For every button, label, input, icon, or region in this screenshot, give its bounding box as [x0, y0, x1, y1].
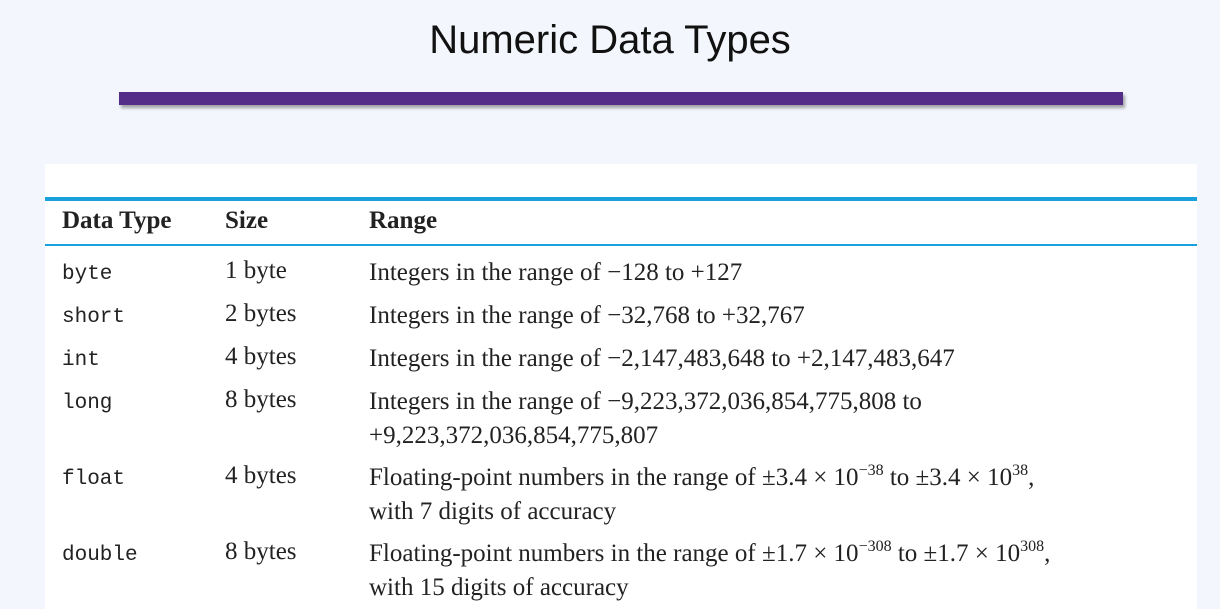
table-top-rule	[45, 197, 1197, 201]
range-line: +9,223,372,036,854,775,807	[369, 422, 659, 449]
size-cell: 1 byte	[225, 257, 287, 284]
slide-title: Numeric Data Types	[429, 18, 791, 62]
type-cell: float	[62, 468, 126, 491]
type-cell: short	[62, 306, 126, 329]
numeric-types-table	[45, 164, 1197, 609]
range-line: Integers in the range of −9,223,372,036,854,775,808 to	[369, 388, 922, 415]
range-line: with 7 digits of accuracy	[369, 498, 617, 525]
range-text: ,	[1028, 464, 1035, 491]
range-exponent: −38	[858, 462, 884, 479]
header-size: Size	[225, 207, 269, 234]
range-cell	[369, 385, 1197, 453]
table-header-rule	[45, 244, 1197, 246]
range-cell	[369, 342, 1197, 376]
range-cell	[369, 537, 1197, 605]
type-cell: byte	[62, 263, 113, 286]
range-line: Integers in the range of −2,147,483,648 to +2,147,483,647	[369, 345, 955, 372]
range-exponent: 38	[1012, 462, 1029, 479]
size-cell: 8 bytes	[225, 538, 297, 565]
range-cell	[369, 461, 1197, 529]
range-text: ,	[1044, 540, 1051, 567]
range-cell	[369, 256, 1197, 290]
range-exponent: 308	[1020, 538, 1045, 555]
range-cell	[369, 299, 1197, 333]
type-cell: long	[62, 392, 113, 415]
title-underline	[119, 92, 1123, 105]
range-text: Floating-point numbers in the range of ±3.4 × 10	[369, 464, 859, 491]
size-cell: 4 bytes	[225, 462, 297, 489]
range-text: to ±1.7 × 10	[891, 540, 1021, 567]
range-line: Integers in the range of −32,768 to +32,767	[369, 302, 805, 329]
range-line	[369, 461, 1197, 495]
range-line	[369, 537, 1197, 571]
range-line: Integers in the range of −128 to +127	[369, 259, 743, 286]
type-cell: int	[62, 349, 100, 372]
type-cell: double	[62, 544, 138, 567]
range-text: to ±3.4 × 10	[883, 464, 1013, 491]
size-cell: 2 bytes	[225, 300, 297, 327]
size-cell: 4 bytes	[225, 343, 297, 370]
range-text: Floating-point numbers in the range of ±1.7 × 10	[369, 540, 859, 567]
header-data-type: Data Type	[62, 207, 172, 234]
size-cell: 8 bytes	[225, 386, 297, 413]
range-line: with 15 digits of accuracy	[369, 574, 629, 601]
range-exponent: −308	[858, 538, 892, 555]
header-range: Range	[369, 207, 438, 234]
